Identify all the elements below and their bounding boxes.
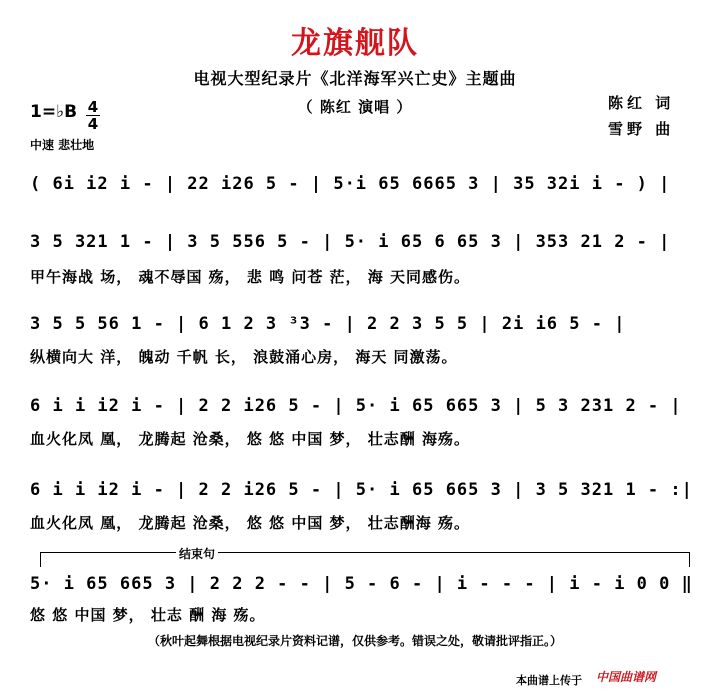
notation-line-3: 3 5 5 56 1 - | 6 1 2 3 ³3 - | 2 2 3 5 5 | 2i i6 5 - | — [30, 314, 626, 334]
ending-label: 结束句 — [176, 545, 218, 562]
lyricist-credit: 陈红 词 — [608, 94, 675, 112]
lyric-line-2: 甲午海战 场， 魂不辱国 殇， 悲 鸣 问苍 茫， 海 天同感伤。 — [30, 268, 471, 286]
lyric-line-3: 纵横向大 洋， 魄动 千帆 长， 浪鼓涌心房， 海天 同激荡。 — [30, 348, 458, 366]
transcription-note: （秋叶起舞根据电视纪录片资料记谱，仅供参考。错误之处，敬请批评指正。） — [147, 634, 562, 648]
notation-line-5: 6 i i i2 i - | 2 2 i26 5 - | 5· i 65 665 3 | 3 5 321 1 - :| — [30, 480, 693, 500]
tempo-marking: 中速 悲壮地 — [30, 138, 95, 152]
site-logo: 中国曲谱网 — [596, 670, 657, 684]
lyric-line-5: 血火化凤 凰， 龙腾起 沧桑， 悠 悠 中国 梦， 壮志酬海 殇。 — [30, 514, 471, 532]
song-subtitle: 电视大型纪录片《北洋海军兴亡史》主题曲 — [193, 69, 517, 88]
key-signature: 1=♭B — [30, 102, 78, 122]
notation-line-2: 3 5 321 1 - | 3 5 556 5 - | 5· i 65 6 65 3 | 353 21 2 - | — [30, 232, 671, 252]
composer-credit: 雪野 曲 — [608, 120, 675, 138]
time-signature — [86, 100, 100, 131]
song-title: 龙旗舰队 — [291, 26, 419, 61]
ending-bracket — [40, 552, 690, 567]
upload-footer: 本曲谱上传于 — [516, 674, 582, 687]
time-signature-top: 4 — [87, 98, 99, 116]
notation-line-6: 5· i 65 665 3 | 2 2 2 - - | 5 - 6 - | i - - - | i - i 0 0 ‖ — [30, 574, 693, 594]
notation-line-4: 6 i i i2 i - | 2 2 i26 5 - | 5· i 65 665 3 | 5 3 231 2 - | — [30, 396, 682, 416]
lyric-line-6: 悠 悠 中国 梦， 壮志 酬 海 殇。 — [30, 606, 266, 624]
lyric-line-4: 血火化凤 凰， 龙腾起 沧桑， 悠 悠 中国 梦， 壮志酬 海殇。 — [30, 430, 471, 448]
notation-line-1: ( 6i i2 i - | 22 i26 5 - | 5·i 65 6665 3 | 35 32i i - ) | — [30, 174, 671, 194]
singer-credit: （ 陈红 演唱 ） — [297, 98, 413, 116]
time-signature-bottom: 4 — [87, 115, 99, 133]
